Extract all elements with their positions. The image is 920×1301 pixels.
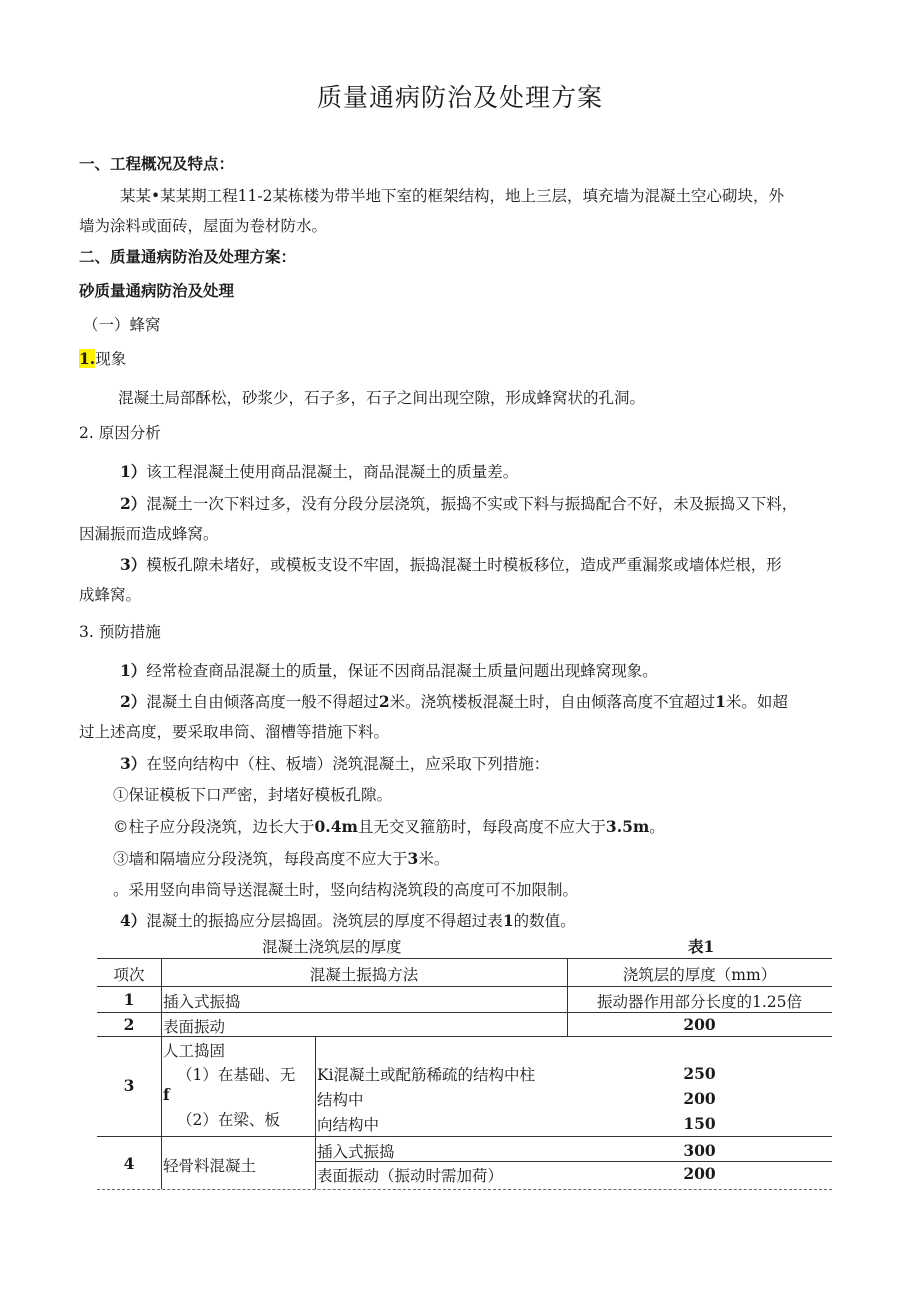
table-row-3-desc-1: Ki混凝土或配筋稀疏的结构中柱: [317, 1066, 536, 1084]
table-bottom-rule: [97, 1189, 832, 1190]
section-1-heading: 一、工程概况及特点：: [79, 154, 235, 173]
table-header-thickness: 浇筑层的厚度（mm）: [622, 966, 777, 984]
measure-3-3-text-a: ③墙和隔墙应分段浇筑，每段高度不应大于: [113, 850, 408, 868]
measure-2-value-b: 1: [715, 692, 726, 711]
table-col-1-rule: [161, 958, 162, 1189]
cause-1-number: 1）: [120, 462, 147, 481]
cause-3-line-1: [120, 553, 782, 575]
measure-3-text: 在竖向结构中（柱、板墙）浇筑混凝土，应采取下列措施：: [146, 755, 550, 773]
table-row-1-method: 插入式振捣: [163, 993, 241, 1011]
cause-2-line-1: [120, 492, 797, 514]
table-row-3-desc-3: 向结构中: [317, 1116, 380, 1134]
table-row-3-sub-1: （1）在基础、无: [177, 1066, 296, 1084]
table-row-4-value-2: 200: [683, 1164, 716, 1183]
table-row-3-rule: [97, 1136, 832, 1137]
cause-3-number: 3）: [120, 555, 147, 574]
cause-1-text: 该工程混凝土使用商品混凝土，商品混凝土的质量差。: [146, 463, 519, 481]
table-row-3-sub-1-tail: f: [163, 1085, 170, 1104]
table-row-3-no: 3: [123, 1076, 135, 1095]
table-row-3-desc-2: 结构中: [317, 1091, 364, 1109]
table-header-method: 混凝土振捣方法: [309, 966, 419, 984]
table-row-2-value: 200: [683, 1015, 716, 1034]
prevention-heading: 3. 预防措施: [79, 623, 161, 641]
measure-4-text-b: 的数值。: [513, 912, 576, 930]
measure-3-2: [113, 815, 665, 837]
table-row-4-sub-2: 表面振动（振动时需加荷）: [317, 1167, 504, 1185]
item-honeycomb-heading: （一）蜂窝: [83, 316, 161, 334]
cause-heading: 2. 原因分析: [79, 424, 161, 442]
measure-4-number: 4）: [120, 911, 147, 930]
measure-1: [120, 659, 658, 681]
phenomenon-label: 现象: [95, 350, 127, 368]
table-row-2-method: 表面振动: [163, 1018, 226, 1036]
table-top-rule: [97, 958, 832, 959]
overview-paragraph-line-2: 墙为涂料或面砖，屋面为卷材防水。: [79, 217, 328, 235]
table-label: 表1: [688, 937, 715, 956]
cause-2-text: 混凝土一次下料过多，没有分段分层浇筑，振捣不实或下料与振捣配合不好，未及振捣又下料，: [146, 495, 798, 513]
measure-2-value-a: 2: [378, 692, 390, 711]
measure-3-2-text-a: ©柱子应分段浇筑，边长大于: [113, 818, 315, 836]
measure-2-text-a: 混凝土自由倾落高度一般不得超过: [146, 693, 379, 711]
table-row-4-sub-1: 插入式振捣: [317, 1143, 395, 1161]
table-row-4-value-1: 300: [683, 1141, 716, 1160]
measure-3: [120, 752, 549, 774]
measure-2-line-2: 过上述高度，要采取串筒、溜槽等措施下料。: [79, 723, 390, 741]
measure-1-text: 经常检查商品混凝土的质量，保证不因商品混凝土质量问题出现蜂窝现象。: [146, 662, 658, 680]
phenomenon-number: 1.: [79, 349, 96, 368]
measure-4-value: 1: [502, 911, 514, 930]
measure-3-2-value-b: 3.5m: [605, 817, 650, 836]
table-row-3-sub-2: （2）在梁、板: [177, 1111, 280, 1129]
measure-3-number: 3）: [120, 754, 147, 773]
measure-1-number: 1）: [120, 661, 147, 680]
table-row-1-rule: [97, 1012, 832, 1013]
table-row-4-no: 4: [123, 1154, 135, 1173]
section-2-heading: 二、质量通病防治及处理方案：: [79, 247, 297, 266]
table-row-4-method: 轻骨料混凝土: [163, 1157, 257, 1175]
measure-3-3: [113, 847, 449, 869]
measure-3-1: ①保证模板下口严密，封堵好模板孔隙。: [113, 786, 393, 804]
subsection-heading: 砂质量通病防治及处理: [79, 281, 235, 300]
measure-2-text-b: 米。浇筑楼板混凝土时，自由倾落高度不宜超过: [389, 693, 716, 711]
table-row-3-value-2: 200: [683, 1089, 716, 1108]
cause-1: [120, 460, 518, 482]
table-row-2-no: 2: [123, 1015, 135, 1034]
phenomenon-text: 混凝土局部酥松，砂浆少，石子多，石子之间出现空隙，形成蜂窝状的孔洞。: [118, 389, 646, 407]
measure-3-3-text-b: 米。: [418, 850, 450, 868]
table-col-2-lower-rule: [315, 1036, 316, 1189]
table-row-3-value-1: 250: [683, 1064, 716, 1083]
measure-2-line-1: [120, 690, 788, 712]
measure-2-number: 2）: [120, 692, 147, 711]
overview-paragraph-line-1: 某某•某某期工程11-2某栋楼为带半地下室的框架结构，地上三层，填充墙为混凝土空心砌块，外: [120, 187, 784, 205]
cause-3-line-2: 成蜂窝。: [79, 586, 142, 604]
measure-3-2-text-c: 。: [649, 818, 665, 836]
table-header-no: 项次: [113, 966, 145, 984]
table-row-3-method-title: 人工捣固: [163, 1042, 226, 1060]
table-caption: 混凝土浇筑层的厚度: [262, 938, 402, 956]
table-row-1-no: 1: [123, 990, 135, 1009]
cause-2-number: 2）: [120, 494, 147, 513]
cause-3-text: 模板孔隙未堵好，或模板支设不牢固，振捣混凝土时模板移位，造成严重漏浆或墙体烂根，形: [146, 556, 782, 574]
table-row-3-value-3: 150: [683, 1114, 716, 1133]
measure-3-2-text-b: 且无交叉箍筋时，每段高度不应大于: [357, 818, 606, 836]
measure-4-text-a: 混凝土的振捣应分层捣固。浇筑层的厚度不得超过表: [146, 912, 503, 930]
table-header-rule: [97, 986, 832, 987]
cause-2-line-2: 因漏振而造成蜂窝。: [79, 525, 219, 543]
measure-3-2-value-a: 0.4m: [314, 817, 358, 836]
measure-3-4: 。采用竖向串筒导送混凝土时，竖向结构浇筑段的高度可不加限制。: [113, 881, 579, 899]
document-title: 质量通病防治及处理方案: [316, 83, 603, 112]
table-row-1-value: 振动器作用部分长度的1.25倍: [596, 993, 802, 1011]
measure-3-3-value: 3: [407, 849, 419, 868]
phenomenon-heading: [79, 347, 126, 369]
measure-2-text-c: 米。如超: [725, 693, 788, 711]
measure-4: [120, 909, 576, 931]
